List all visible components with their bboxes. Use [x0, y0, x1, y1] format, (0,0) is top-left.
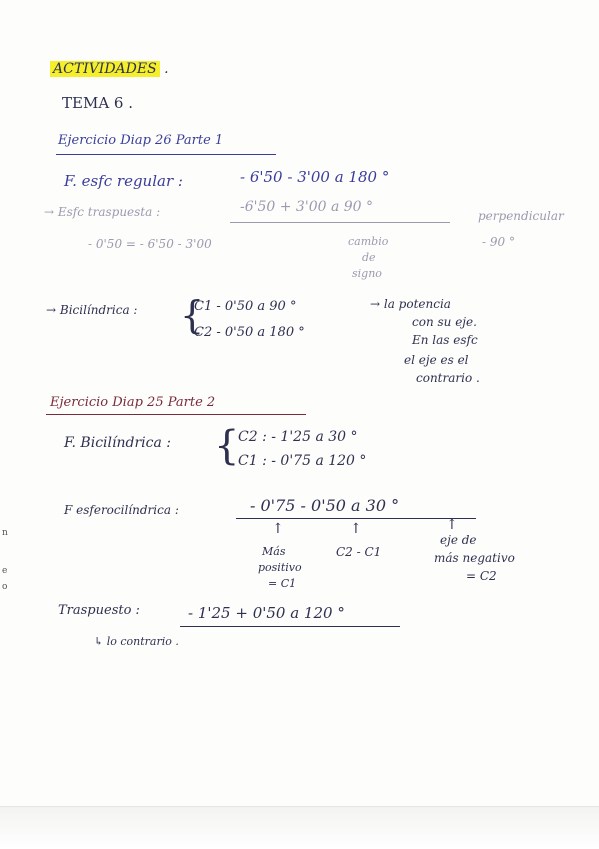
ex1-note3: En las esfc — [412, 333, 478, 347]
ex2-c2: C2 : - 1'25 a 30 ° — [238, 429, 358, 445]
ex2-arrow-2: ↑ — [350, 521, 362, 537]
ex2-mas-positivo-3: = C1 — [268, 577, 297, 590]
ex1-note4: el eje es el — [404, 353, 469, 367]
ex2-mas-positivo-1: Más — [262, 545, 286, 558]
ex2-eje-2: más negativo — [434, 551, 515, 565]
ex1-tras-underline — [230, 222, 450, 223]
ex1-note2: con su eje. — [412, 315, 477, 329]
exercise2-title: Ejercicio Diap 25 Parte 2 — [50, 395, 216, 410]
ex1-signo: signo — [352, 267, 382, 280]
activities-heading: ACTIVIDADES . — [50, 62, 169, 76]
ex2-c2-c1: C2 - C1 — [336, 545, 382, 559]
ex2-traspuesto-value: - 1'25 + 0'50 a 120 ° — [188, 604, 345, 622]
scan-bottom-edge — [0, 806, 599, 849]
ex2-esfero-label: F esferocilíndrica : — [64, 503, 179, 517]
exercise1-title: Ejercicio Diap 26 Parte 1 — [58, 133, 224, 148]
ex1-calc: - 0'50 = - 6'50 - 3'00 — [88, 237, 212, 251]
ex2-arrow-3: ↑ — [446, 517, 458, 533]
exercise1-title-underline — [56, 154, 276, 155]
exercise2-title-underline — [46, 414, 306, 415]
ex2-eje-1: eje de — [440, 533, 477, 547]
ex2-f-label: F. Bicilíndrica : — [64, 435, 171, 451]
ex1-c1: C1 - 0'50 a 90 ° — [194, 299, 297, 314]
margin-mark: o — [2, 582, 8, 592]
ex1-tras-label: → Esfc traspuesta : — [44, 205, 161, 219]
ex1-f-label: F. esfc regular : — [64, 172, 183, 190]
ex2-mas-positivo-2: positivo — [258, 561, 302, 574]
ex1-perpendicular: perpendicular — [478, 209, 564, 223]
ex2-arrow-1: ↑ — [272, 521, 284, 537]
ex2-eje-3: = C2 — [466, 569, 497, 583]
ex1-tras-value: -6'50 + 3'00 a 90 ° — [240, 199, 374, 215]
ex2-c1: C1 : - 0'75 a 120 ° — [238, 453, 367, 469]
ex2-contrario: ↳ lo contrario . — [94, 635, 179, 648]
ex2-esfero-value: - 0'75 - 0'50 a 30 ° — [250, 496, 400, 515]
ex1-brace: { — [180, 293, 205, 337]
ex1-note5: contrario . — [416, 371, 480, 385]
ex2-brace: { — [214, 423, 240, 469]
margin-mark: n — [2, 528, 8, 538]
ex1-cambio: cambio — [348, 235, 389, 248]
ex2-traspuesto-label: Traspuesto : — [58, 603, 140, 618]
ex1-note1: → la potencia — [370, 297, 451, 311]
ex1-bicil-label: → Bicilíndrica : — [46, 303, 138, 317]
tema-heading: TEMA 6 . — [62, 94, 133, 112]
ex1-f-value: - 6'50 - 3'00 a 180 ° — [240, 168, 390, 186]
ex2-traspuesto-underline — [180, 626, 400, 627]
ex1-de: de — [362, 251, 376, 264]
margin-mark: e — [2, 566, 8, 576]
ex2-esfero-underline — [236, 518, 476, 519]
ex1-c2: C2 - 0'50 a 180 ° — [194, 325, 305, 340]
ex1-minus90: - 90 ° — [482, 235, 515, 249]
